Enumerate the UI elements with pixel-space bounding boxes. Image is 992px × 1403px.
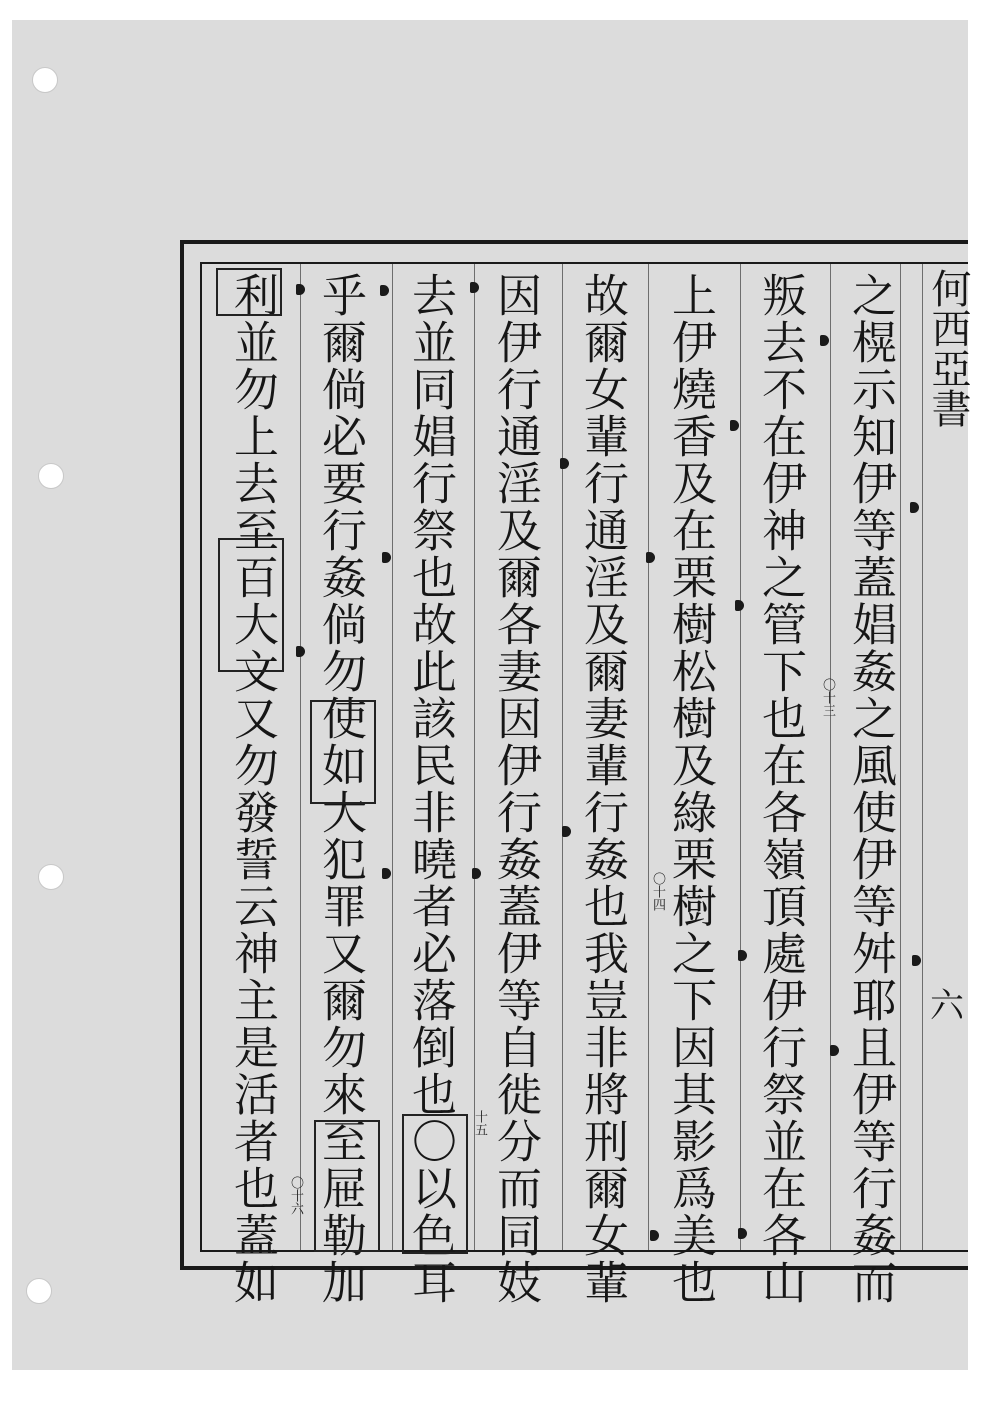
- column-divider: [300, 264, 301, 1250]
- verse-number: 〇十四: [650, 872, 665, 911]
- verse-number: 〇十六: [288, 1176, 303, 1215]
- binder-hole: [32, 67, 58, 93]
- text-column: 叛去不在伊神之管下也在各嶺頂處伊行祭並在各山: [754, 272, 807, 1306]
- binder-hole: [38, 463, 64, 489]
- text-column: 利並勿上去至百大文又勿發誓云神主是活者也蓋如: [226, 272, 279, 1306]
- column-divider: [740, 264, 741, 1250]
- proper-name-box: [310, 700, 376, 804]
- text-column: 乎爾倘必要行姦倘勿使如大犯罪又爾勿來至屉勒加: [314, 272, 367, 1306]
- column-divider: [392, 264, 393, 1250]
- text-column: 因伊行通淫及爾各妻因伊行姦蓋伊等自徙分而同妓: [489, 272, 542, 1306]
- column-divider: [562, 264, 563, 1250]
- verse-number: 十五: [472, 1110, 487, 1136]
- column-divider: [900, 264, 901, 1250]
- proper-name-box: [218, 538, 284, 672]
- text-column: 上伊燒香及在栗樹松樹及綠栗樹之下因其影爲美也: [664, 272, 717, 1306]
- proper-name-box: [216, 268, 282, 316]
- column-divider: [830, 264, 831, 1250]
- binder-hole: [38, 864, 64, 890]
- folio-number: 六: [930, 986, 964, 1026]
- proper-name-box: [314, 1120, 380, 1252]
- text-column: 之榥示知伊等蓋娼姦之風使伊等舛耶且伊等行姦而: [844, 272, 897, 1306]
- text-column: 去並同娼行祭也故此該民非曉者必落倒也〇以色耳: [404, 272, 457, 1306]
- column-divider: [922, 264, 923, 1250]
- column-divider: [474, 264, 475, 1250]
- verse-number: 〇十三: [820, 678, 835, 717]
- proper-name-box: [402, 1114, 468, 1254]
- book-title: 何西亞書: [925, 268, 971, 428]
- column-divider: [648, 264, 649, 1250]
- binder-hole: [26, 1278, 52, 1304]
- text-column: 故爾女輩行通淫及爾妻輩行姦也我豈非將刑爾女輩: [576, 272, 629, 1306]
